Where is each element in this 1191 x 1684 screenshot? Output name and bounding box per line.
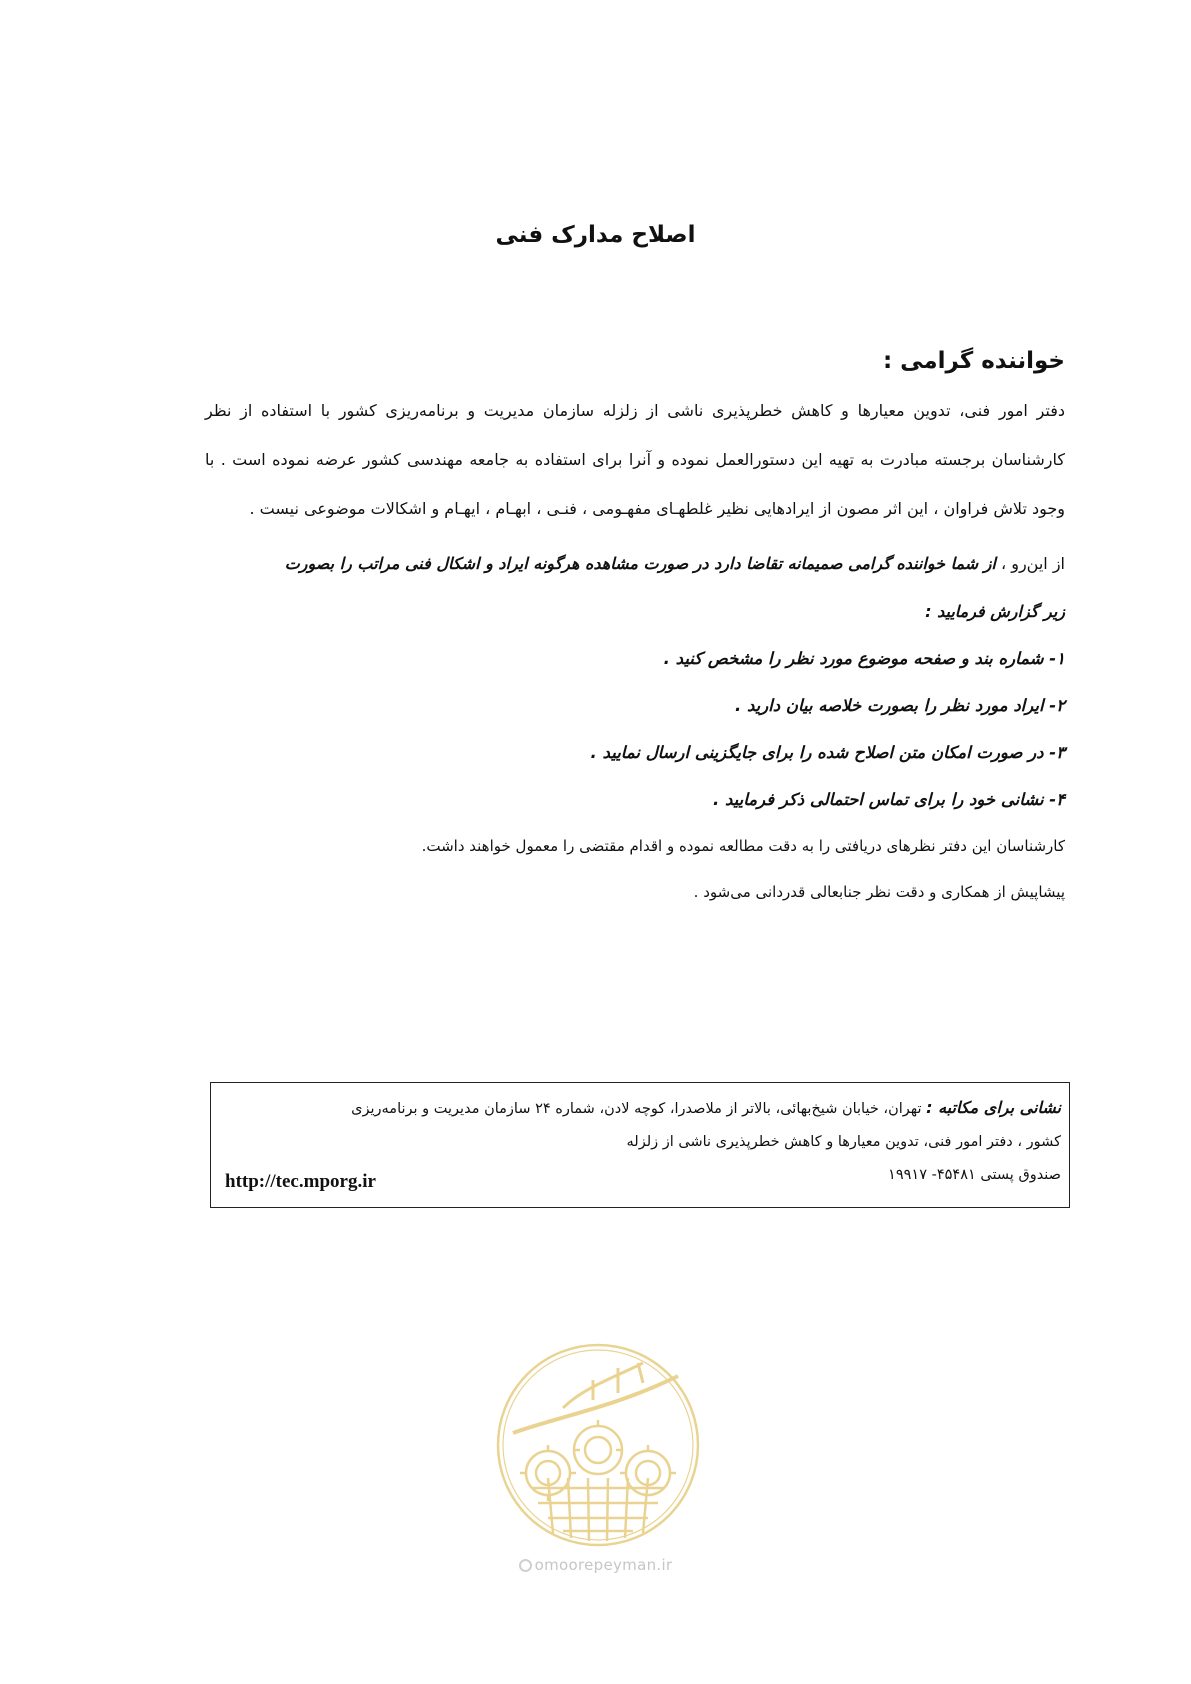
closing-line-2: پیشاپیش از همکاری و دقت نظر جنابعالی قدردانی می‌شود .: [693, 883, 1065, 901]
watermark-text: [0, 1556, 1191, 1574]
greeting-heading: خواننده گرامی :: [882, 348, 1065, 374]
list-item: ۴- نشانی خود را برای تماس احتمالی ذکر فرمایید .: [713, 790, 1065, 809]
watermark-url: omoorepeyman.ir: [534, 1556, 673, 1574]
document-title: اصلاح مدارک فنی: [495, 222, 696, 248]
request-emphasis: از شما خواننده گرامی صمیمانه تقاضا دارد در صورت مشاهده هرگونه ایراد و اشکال فنی مراتب را بصورت: [284, 554, 996, 573]
omoore-peyman-seal-logo: [493, 1338, 703, 1552]
closing-line-1: کارشناسان این دفتر نظرهای دریافتی را به دقت مطالعه نموده و اقدام مقتضی را معمول خواهند داشت.: [421, 837, 1065, 855]
request-paragraph: [205, 539, 1065, 588]
address-line-1-text: تهران، خیابان شیخ‌بهائی، بالاتر از ملاصدرا، کوچه لادن، شماره ۲۴ سازمان مدیریت و برنامه‌ریزی: [351, 1101, 927, 1117]
request-continuation: زیر گزارش فرمایید :: [925, 602, 1065, 621]
list-item: ۲- ایراد مورد نظر را بصورت خلاصه بیان دارید .: [734, 696, 1065, 715]
address-line-1: [226, 1091, 1061, 1126]
po-box-line: صندوق پستی ۴۵۴۸۱- ۱۹۹۱۷: [888, 1167, 1061, 1183]
at-icon: [519, 1559, 532, 1572]
address-box: [210, 1082, 1070, 1208]
list-item: ۳- در صورت امکان متن اصلاح شده را برای جایگزینی ارسال نمایید .: [590, 743, 1065, 762]
website-url[interactable]: http://tec.mporg.ir: [225, 1171, 376, 1192]
address-line-2: کشور ، دفتر امور فنی، تدوین معیارها و کاهش خطرپذیری ناشی از زلزله: [626, 1134, 1061, 1150]
address-label: نشانی برای مکاتبه :: [926, 1098, 1061, 1117]
instruction-list: [205, 635, 1065, 823]
intro-paragraph: دفتر امور فنی، تدوین معیارها و کاهش خطرپذیری ناشی از زلزله سازمان مدیریت و برنامه‌ریزی کشور با استفاده از نظر کارشناسان برجسته مبادرت به تهیه این دستورالعمل نموده و آنرا برای استفاده به جامعه مهندسی کشور عرضه نموده است . با وجود تلاش فراوان ، این اثر مصون از ایرادهایی نظیر غلطهـای مفهـومی ، فنـی ، ابهـام ، ایهـام و اشکالات موضوعی نیست .: [205, 401, 1065, 518]
request-prefix: از این‌رو ،: [995, 554, 1065, 573]
document-body: [205, 348, 1065, 915]
list-item: ۱- شماره بند و صفحه موضوع مورد نظر را مشخص کنید .: [663, 649, 1065, 668]
